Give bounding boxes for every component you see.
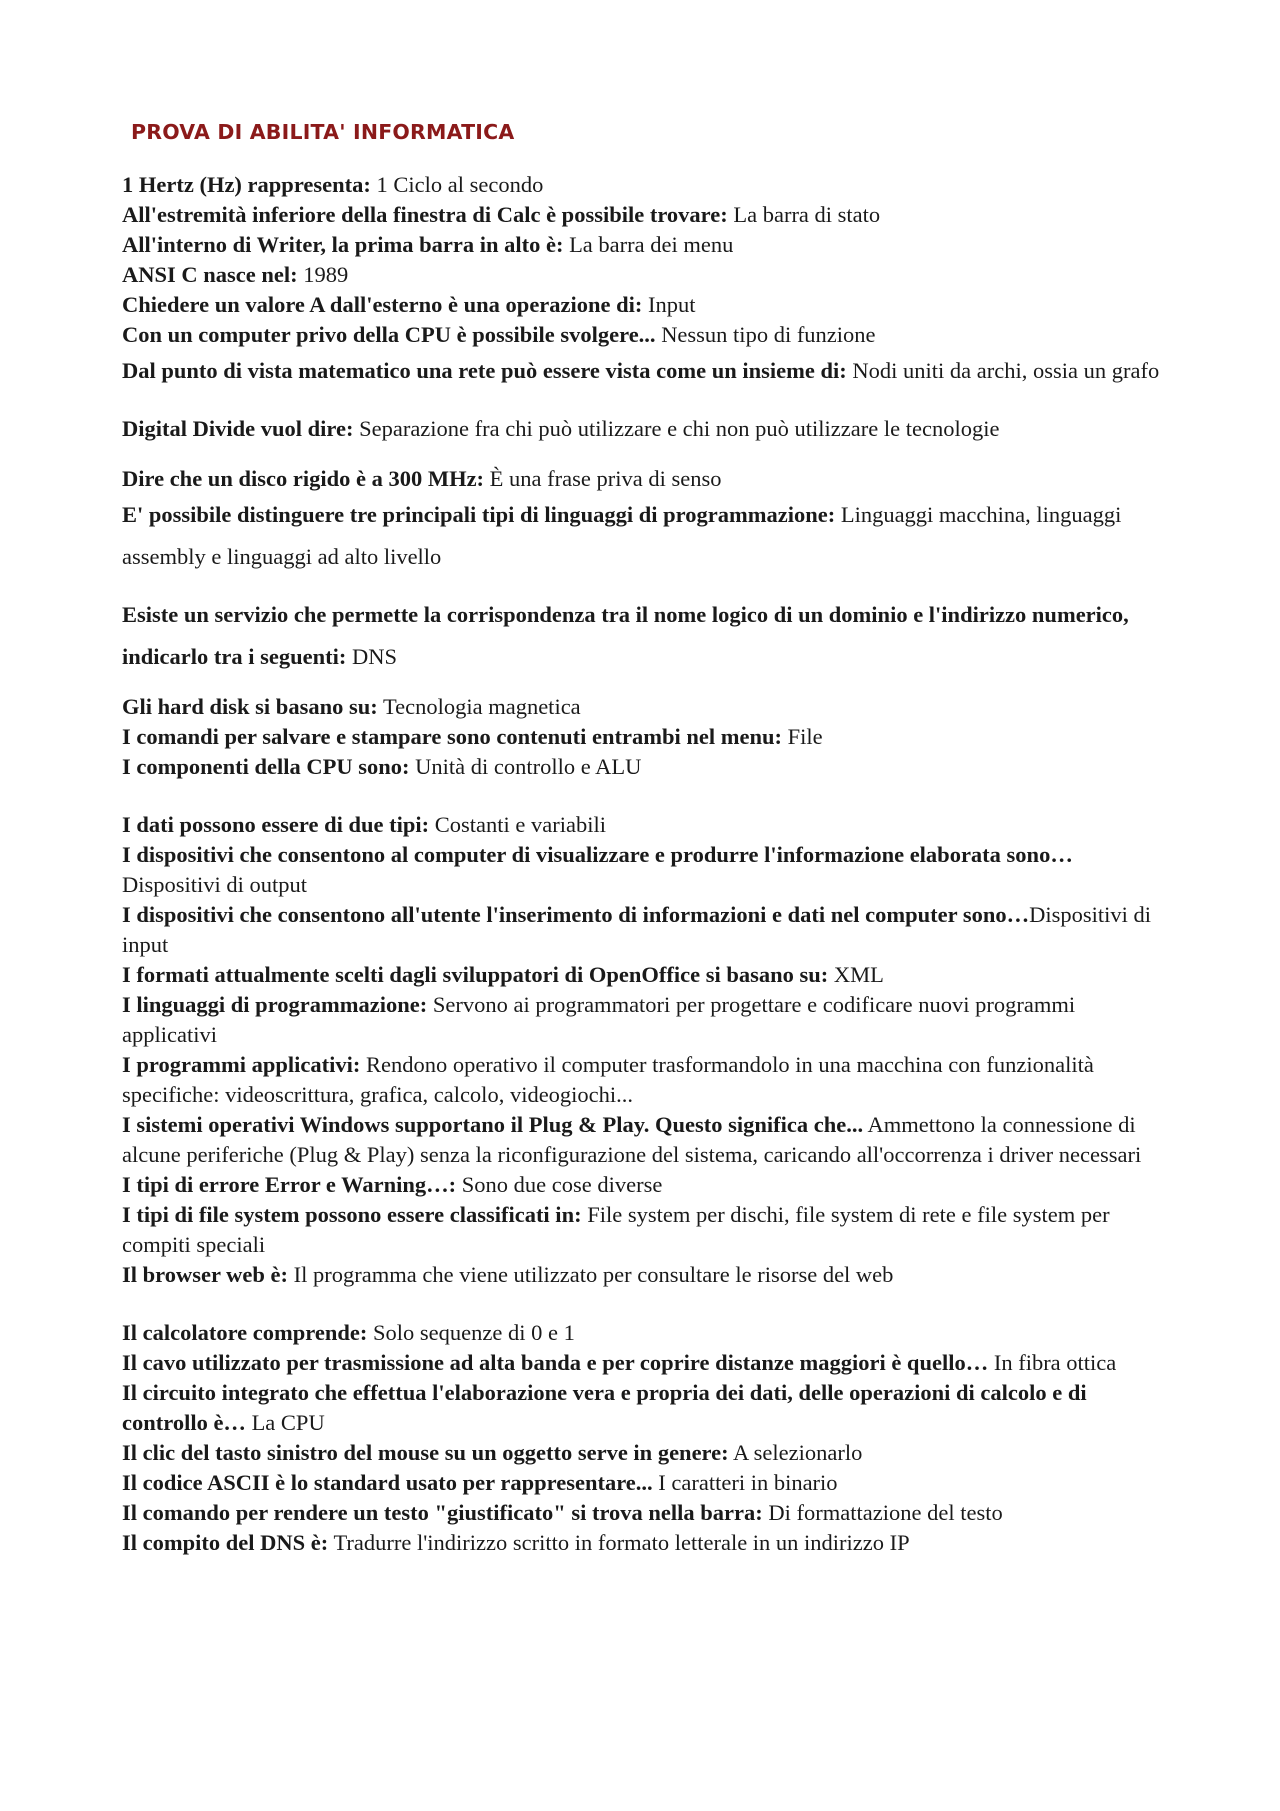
- answer: Nodi uniti da archi, ossia un grafo: [846, 358, 1160, 383]
- answer: Il programma che viene utilizzato per consultare le risorse del web: [288, 1262, 894, 1287]
- qa-entry: [122, 840, 1160, 900]
- question: I dispositivi che consentono al computer di visualizzare e produrre l'informazione elaborata sono…: [122, 842, 1073, 867]
- question: 1 Hertz (Hz) rappresenta:: [122, 172, 371, 197]
- question: Dire che un disco rigido è a 300 MHz:: [122, 466, 485, 491]
- answer: La barra dei menu: [563, 232, 734, 257]
- answer: File system per dischi, file system di rete e file system per compiti speciali: [122, 1202, 1110, 1257]
- question: Chiedere un valore A dall'esterno è una operazione di:: [122, 292, 643, 317]
- question: Il comando per rendere un testo "giustificato" si trova nella barra:: [122, 1500, 763, 1525]
- question: I tipi di errore Error e Warning…:: [122, 1172, 457, 1197]
- question: Dal punto di vista matematico una rete può essere vista come un insieme di:: [122, 358, 847, 383]
- answer: Tradurre l'indirizzo scritto in formato letterale in un indirizzo IP: [328, 1530, 910, 1555]
- qa-entry: [122, 1170, 1160, 1200]
- qa-entry: [122, 1528, 1160, 1558]
- answer: Tecnologia magnetica: [377, 694, 581, 719]
- question: Il cavo utilizzato per trasmissione ad alta banda e per coprire distanze maggiori è quello…: [122, 1350, 989, 1375]
- qa-entry: [122, 594, 1160, 678]
- answer: Servono ai programmatori per progettare e codificare nuovi programmi applicativi: [122, 992, 1076, 1047]
- qa-entry: [122, 752, 1160, 782]
- qa-entry: [122, 900, 1160, 960]
- qa-entry: [122, 960, 1160, 990]
- question: I comandi per salvare e stampare sono contenuti entrambi nel menu:: [122, 724, 782, 749]
- question: All'interno di Writer, la prima barra in alto è:: [122, 232, 564, 257]
- question: All'estremità inferiore della finestra di Calc è possibile trovare:: [122, 202, 728, 227]
- qa-entry: [122, 722, 1160, 752]
- answer: In fibra ottica: [988, 1350, 1117, 1375]
- answer: I caratteri in binario: [652, 1470, 838, 1495]
- qa-entry: [122, 494, 1160, 578]
- qa-entry: [122, 1468, 1160, 1498]
- question: Il codice ASCII è lo standard usato per rappresentare...: [122, 1470, 653, 1495]
- question: I formati attualmente scelti dagli sviluppatori di OpenOffice si basano su:: [122, 962, 829, 987]
- question: Il calcolatore comprende:: [122, 1320, 368, 1345]
- question: I dati possono essere di due tipi:: [122, 812, 430, 837]
- answer: 1 Ciclo al secondo: [370, 172, 544, 197]
- qa-entry: [122, 1498, 1160, 1528]
- qa-entry: [122, 810, 1160, 840]
- qa-entry: [122, 200, 1160, 230]
- qa-entry: [122, 1438, 1160, 1468]
- answer: Nessun tipo di funzione: [655, 322, 876, 347]
- answer: La barra di stato: [727, 202, 881, 227]
- answer: Costanti e variabili: [429, 812, 606, 837]
- answer: Input: [642, 292, 696, 317]
- question: Con un computer privo della CPU è possibile svolgere...: [122, 322, 656, 347]
- qa-entry: [122, 320, 1160, 350]
- answer: Sono due cose diverse: [456, 1172, 663, 1197]
- question: Digital Divide vuol dire:: [122, 416, 354, 441]
- qa-entry: [122, 1318, 1160, 1348]
- answer: XML: [828, 962, 884, 987]
- qa-entry: [122, 464, 1160, 494]
- qa-entry: [122, 692, 1160, 722]
- document-title: PROVA DI ABILITA' INFORMATICA: [131, 120, 515, 144]
- question: Il circuito integrato che effettua l'elaborazione vera e propria dei dati, delle operazioni di calcolo e di controllo è…: [122, 1380, 1087, 1435]
- qa-entry: [122, 1050, 1160, 1110]
- answer: Unità di controllo e ALU: [409, 754, 642, 779]
- qa-entry: [122, 1200, 1160, 1260]
- answer: File: [781, 724, 823, 749]
- answer: DNS: [346, 644, 397, 669]
- qa-list: [122, 170, 1160, 1558]
- answer: Ammettono la connessione di alcune periferiche (Plug & Play) senza la riconfigurazione del sistema, caricando all'occorrenza i driver necessari: [122, 1112, 1142, 1167]
- question: I sistemi operativi Windows supportano il Plug & Play. Questo significa che...: [122, 1112, 864, 1137]
- question: E' possibile distinguere tre principali tipi di linguaggi di programmazione:: [122, 502, 836, 527]
- question: Esiste un servizio che permette la corrispondenza tra il nome logico di un dominio e l'indirizzo numerico, indicarlo tra i seguenti:: [122, 602, 1129, 669]
- answer: Dispositivi di input: [122, 902, 1152, 957]
- qa-entry: [122, 260, 1160, 290]
- question: Il browser web è:: [122, 1262, 289, 1287]
- answer: A selezionarlo: [728, 1440, 863, 1465]
- qa-entry: [122, 1260, 1160, 1290]
- answer: La CPU: [245, 1410, 325, 1435]
- answer: Linguaggi macchina, linguaggi assembly e linguaggi ad alto livello: [122, 502, 1122, 569]
- question: Il compito del DNS è:: [122, 1530, 329, 1555]
- answer: È una frase priva di senso: [484, 466, 722, 491]
- qa-entry: [122, 990, 1160, 1050]
- qa-entry: [122, 350, 1160, 392]
- question: I linguaggi di programmazione:: [122, 992, 428, 1017]
- answer: Rendono operativo il computer trasformandolo in una macchina con funzionalità specifiche: videoscrittura, grafica, calcolo, videogiochi...: [122, 1052, 1094, 1107]
- answer: Separazione fra chi può utilizzare e chi non può utilizzare le tecnologie: [353, 416, 1000, 441]
- answer: Di formattazione del testo: [762, 1500, 1003, 1525]
- qa-entry: [122, 230, 1160, 260]
- question: I dispositivi che consentono all'utente l'inserimento di informazioni e dati nel computer sono…: [122, 902, 1030, 927]
- qa-entry: [122, 1110, 1160, 1170]
- qa-entry: [122, 290, 1160, 320]
- question: I componenti della CPU sono:: [122, 754, 410, 779]
- qa-entry: [122, 1348, 1160, 1378]
- qa-entry: [122, 1378, 1160, 1438]
- question: I tipi di file system possono essere classificati in:: [122, 1202, 582, 1227]
- answer: Solo sequenze di 0 e 1: [367, 1320, 575, 1345]
- question: Gli hard disk si basano su:: [122, 694, 378, 719]
- answer: 1989: [297, 262, 349, 287]
- question: Il clic del tasto sinistro del mouse su un oggetto serve in genere:: [122, 1440, 729, 1465]
- question: ANSI C nasce nel:: [122, 262, 298, 287]
- qa-entry: [122, 408, 1160, 450]
- question: I programmi applicativi:: [122, 1052, 361, 1077]
- answer: Dispositivi di output: [122, 872, 308, 897]
- qa-entry: [122, 170, 1160, 200]
